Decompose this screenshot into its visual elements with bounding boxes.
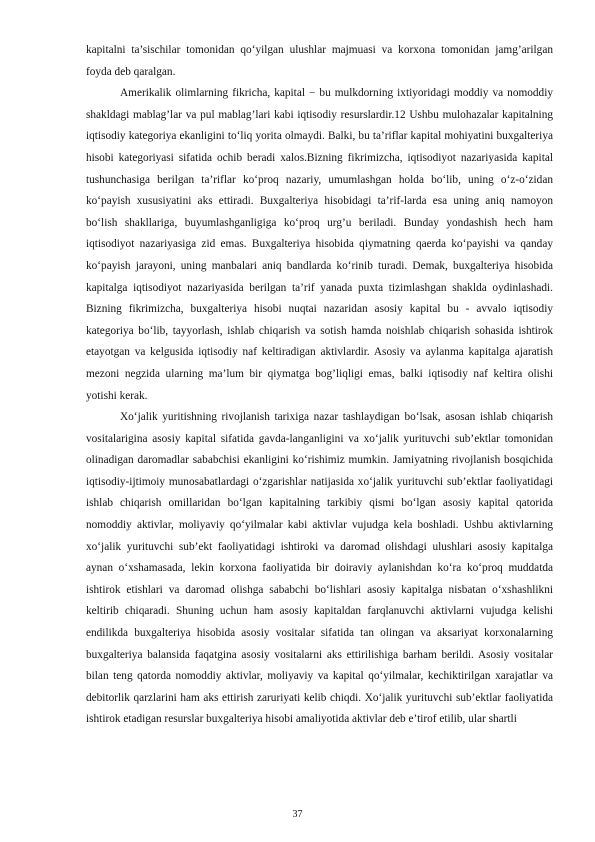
paragraph-capital-definition: Amerikalik olimlarning fikricha, kapital − bu mulkdorning ixtiyoridagi moddiy va nomoddiy shakldagi mablag’lar va pul mablag’lari kabi iqtisodiy resurslardir.12 Ushbu mulohazalar kapitalning iqtisodiy kategoriya ekanligini to‘liq yorita olmaydi. Balki, bu ta’riflar kapital mohiyatini buxgalteriya hisobi kategoriyasi sifatida ochib beradi xalos.Bizning fikrimizcha, iqtisodiyot nazariyasida kapital tushunchasiga berilgan ta’riflar ko‘proq nazariy, umumlashgan holda bo‘lib, uning o‘z-o‘zidan ko‘payish xususiyatini aks ettiradi. Buxgalteriya hisobidagi ta’rif-larda esa uning aniq namoyon bo‘lish shakllariga, buyumlashganligiga ko‘proq urg’u beriladi. Bunday yondashish hech ham iqtisodiyot nazariyasiga zid emas. Buxgalteriya hisobida qiymatning qaerda ko‘payishi va qanday ko‘payish jarayoni, uning manbalari aniq bandlarda ko‘rinib turadi. Demak, buxgalteriya hisobida kapitalga iqtisodiyot nazariyasida berilgan ta’rif yanada puxta tizimlashgan shaklda oydinlashadi. Bizning fikrimizcha, buxgalteriya hisobi nuqtai nazaridan asosiy kapital bu - avvalo iqtisodiy kategoriya bo‘lib, tayyorlash, ishlab chiqarish va sotish hamda noishlab chiqarish sohasida ishtirok etayotgan va kelgusida iqtisodiy naf keltiradigan aktivlardir. Asosiy va aylanma kapitalga ajaratish mezoni negzida ularning ma’lum bir qiymatga bog’liqligi emas, balki iqtisodiy naf keltira olishi yotishi kerak. — [86, 87, 553, 402]
page-number: 37 — [292, 809, 303, 820]
paragraph-economic-history: Xo‘jalik yuritishning rivojlanish tarixiga nazar tashlaydigan bo‘lsak, asosan ishlab chiqarish vositalarigina asosiy kapital sifatida gavda-langanligini va xo‘jalik yurituvchi sub’ektlar tomonidan olinadigan daromadlar sababchisi ekanligini ko‘rishimiz mumkin. Jamiyatning rivojlanish bosqichida iqtisodiy-ijtimoiy munosabatlardagi o‘zgarishlar natijasida xo‘jalik yurituvchi sub’ektlar faoliyatidagi ishlab chiqarish omillaridan bo‘lgan kapitalning tarkibiy qismi bo‘lgan asosiy kapital qatorida nomoddiy aktivlar, moliyaviy qo‘yilmalar kabi aktivlar vujudga kela boshladi. Ushbu aktivlarning xo‘jalik yurituvchi sub’ekt faoliyatidagi ishtiroki va daromad olishdagi ulushlari asosiy kapitalga aynan o‘xshamasada, lekin korxona faoliyatida bir doiraviy aylanishdan ko‘ra ko‘proq muddatda ishtirok etishlari va daromad olishga sababchi bo‘lishlari asosiy kapitalga nisbatan o‘xshashlikni keltirib chiqaradi. Shuning uchun ham asosiy kapitaldan farqlanuvchi aktivlarni vujudga kelishi endilikda buxgalteriya hisobida asosiy vositalar sifatida tan olingan va aksariyat korxonalarning buxgalteriya balansida faqatgina asosiy vositalarni aks ettirilishiga barham berildi. Asosiy vositalar bilan teng qatorda nomoddiy aktivlar, moliyaviy va kapital qo‘yilmalar, kechiktirilgan xarajatlar va debitorlik qarzlarini ham aks ettirish zaruriyati kelib chiqdi. Xo‘jalik yurituvchi sub’ektlar faoliyatida ishtirok etadigan resurslar buxgalteriya hisobi amaliyotida aktivlar deb e’tirof etilib, ular shartli — [86, 411, 553, 726]
document-page — [86, 40, 553, 731]
paragraph-continuation: kapitalni ta’sischilar tomonidan qo‘yilgan ulushlar majmuasi va korxona tomonidan jamg’arilgan foyda deb qaralgan. — [86, 44, 553, 78]
